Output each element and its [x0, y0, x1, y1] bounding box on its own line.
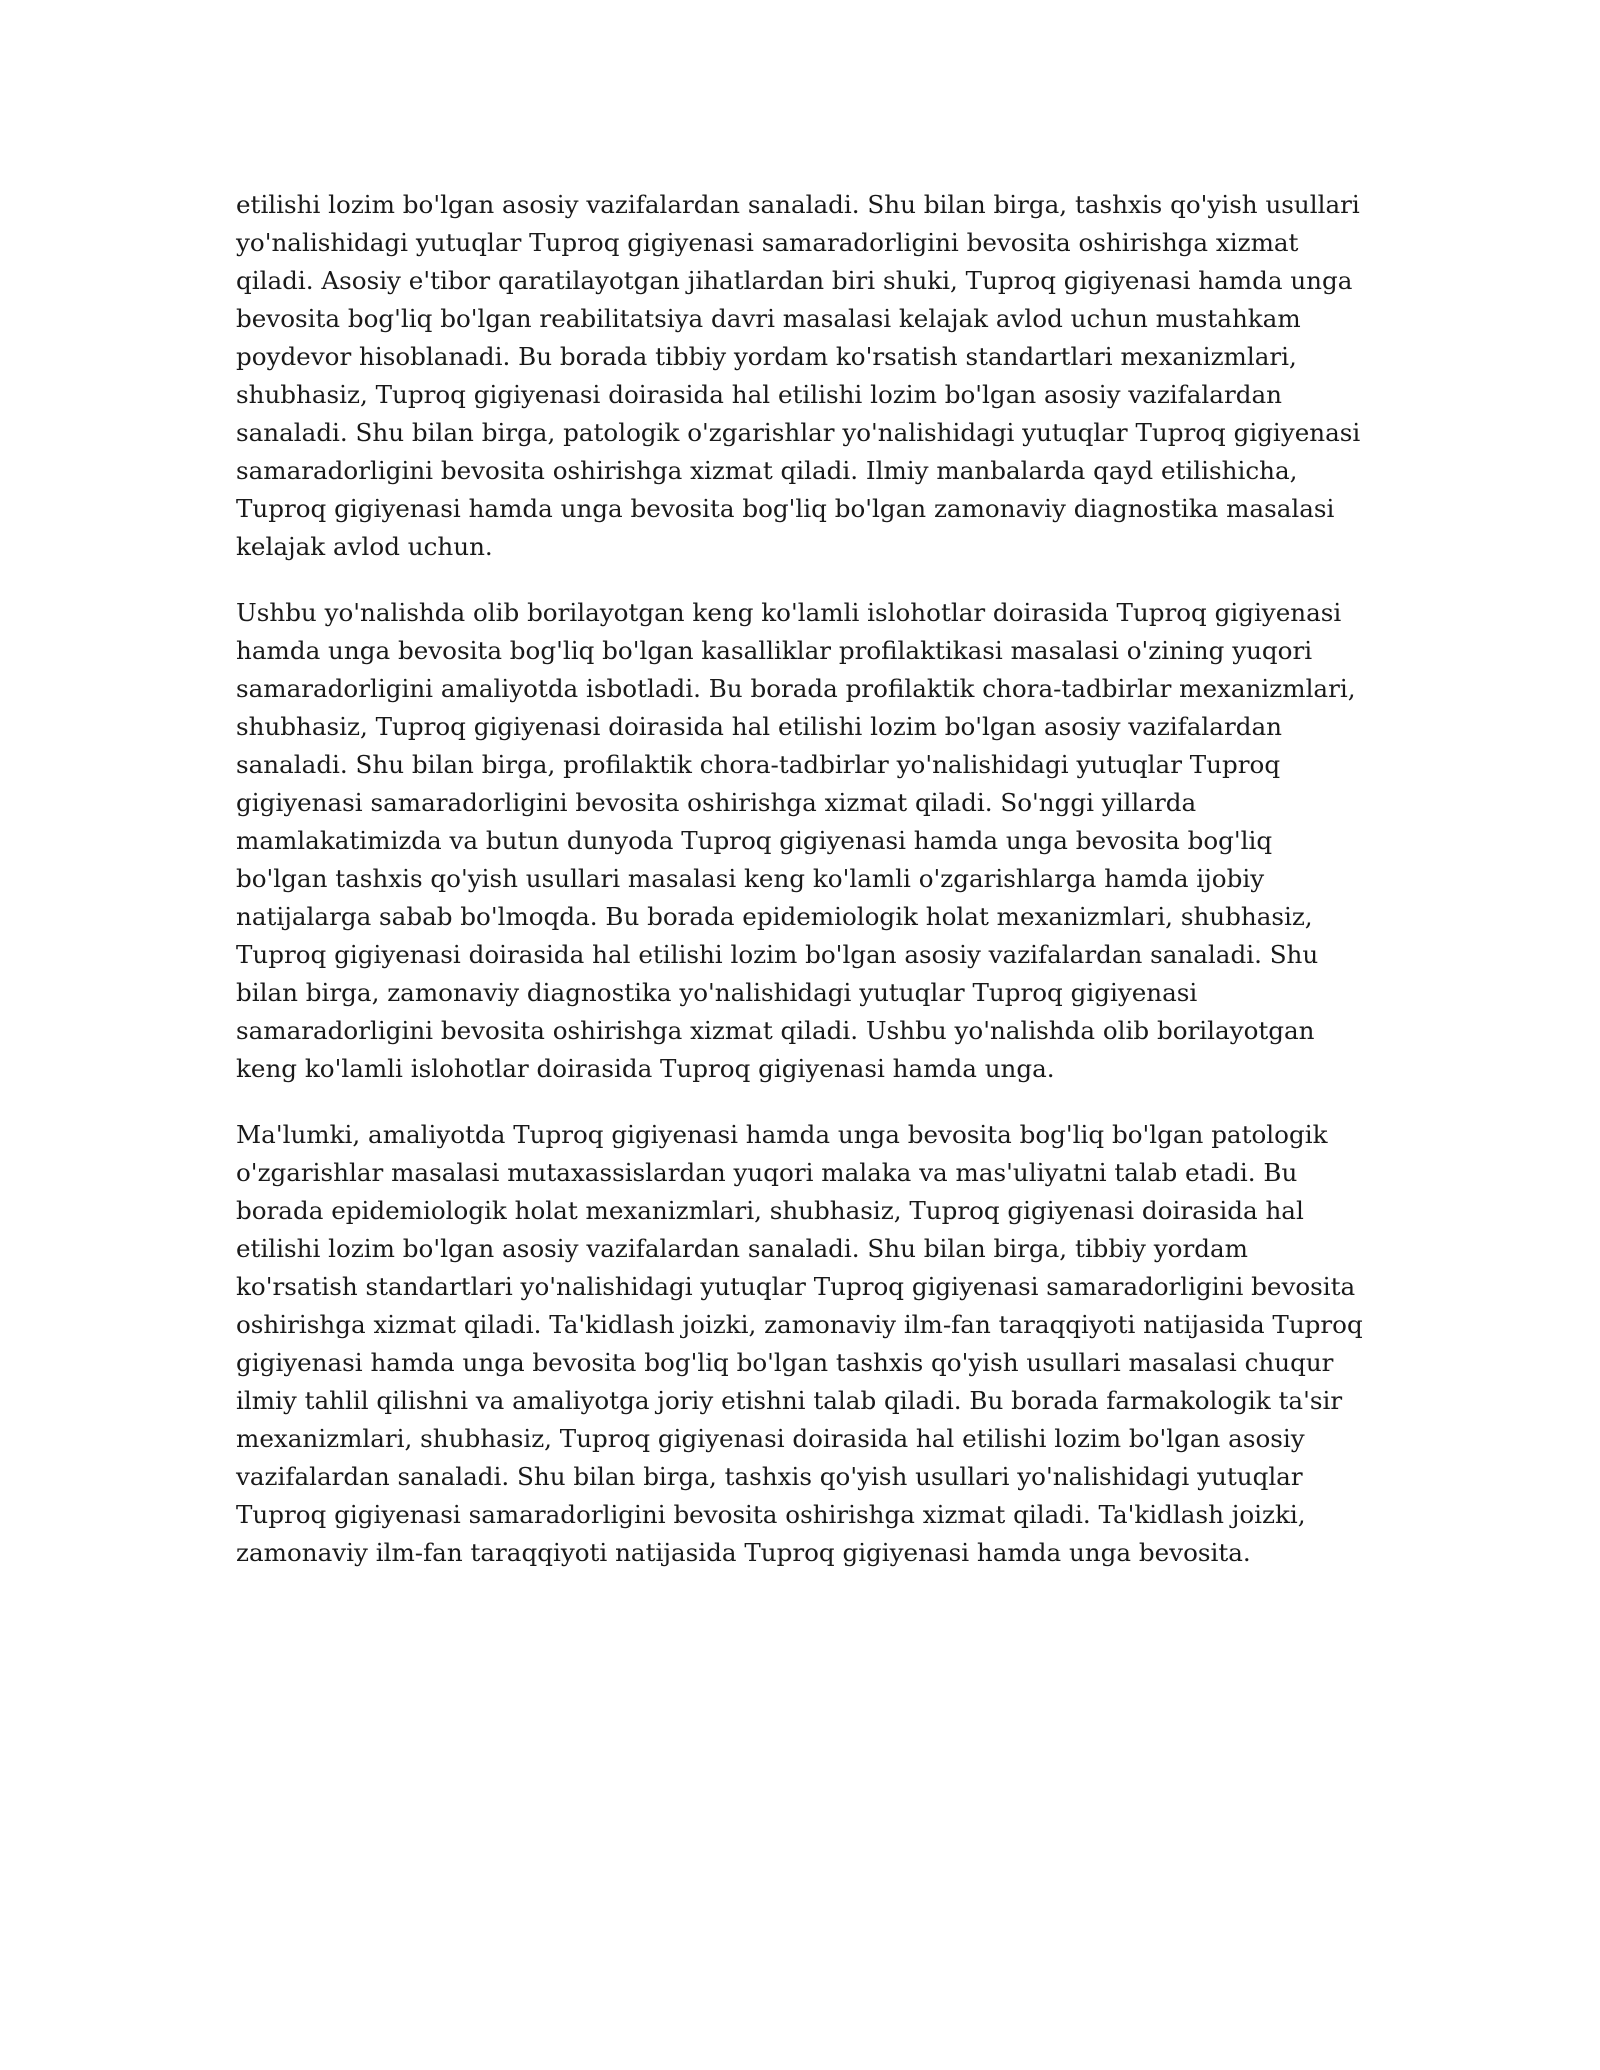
paragraph-2: Ushbu yo'nalishda olib borilayotgan keng ko'lamli islohotlar doirasida Tuproq gigiyenasi hamda unga bevosita bog'liq bo'lgan kasalliklar profilaktikasi masalasi o'zining yuqori samaradorligini amaliyotda isbotladi. Bu borada profilaktik chora-tadbirlar mexanizmlari, shubhasiz, Tuproq gigiyenasi doirasida hal etilishi lozim bo'lgan asosiy vazifalardan sanaladi. Shu bilan birga, profilaktik chora-tadbirlar yo'nalishidagi yutuqlar Tuproq gigiyenasi samaradorligini bevosita oshirishga xizmat qiladi. So'nggi yillarda mamlakatimizda va butun dunyoda Tuproq gigiyenasi hamda unga bevosita bog'liq bo'lgan tashxis qo'yish usullari masalasi keng ko'lamli o'zgarishlarga hamda ijobiy natijalarga sabab bo'lmoqda. Bu borada epidemiologik holat mexanizmlari, shubhasiz, Tuproq gigiyenasi doirasida hal etilishi lozim bo'lgan asosiy vazifalardan sanaladi. Shu bilan birga, zamonaviy diagnostika yo'nalishidagi yutuqlar Tuproq gigiyenasi samaradorligini bevosita oshirishga xizmat qiladi. Ushbu yo'nalishda olib borilayotgan keng ko'lamli islohotlar doirasida Tuproq gigiyenasi hamda unga.: [236, 598, 1356, 1083]
document-body: [236, 186, 1366, 1600]
paragraph-3: Ma'lumki, amaliyotda Tuproq gigiyenasi hamda unga bevosita bog'liq bo'lgan patologik o'zgarishlar masalasi mutaxassislardan yuqori malaka va mas'uliyatni talab etadi. Bu borada epidemiologik holat mexanizmlari, shubhasiz, Tuproq gigiyenasi doirasida hal etilishi lozim bo'lgan asosiy vazifalardan sanaladi. Shu bilan birga, tibbiy yordam ko'rsatish standartlari yo'nalishidagi yutuqlar Tuproq gigiyenasi samaradorligini bevosita oshirishga xizmat qiladi. Ta'kidlash joizki, zamonaviy ilm-fan taraqqiyoti natijasida Tuproq gigiyenasi hamda unga bevosita bog'liq bo'lgan tashxis qo'yish usullari masalasi chuqur ilmiy tahlil qilishni va amaliyotga joriy etishni talab qiladi. Bu borada farmakologik ta'sir mexanizmlari, shubhasiz, Tuproq gigiyenasi doirasida hal etilishi lozim bo'lgan asosiy vazifalardan sanaladi. Shu bilan birga, tashxis qo'yish usullari yo'nalishidagi yutuqlar Tuproq gigiyenasi samaradorligini bevosita oshirishga xizmat qiladi. Ta'kidlash joizki, zamonaviy ilm-fan taraqqiyoti natijasida Tuproq gigiyenasi hamda unga bevosita.: [236, 1120, 1363, 1567]
paragraph-1: etilishi lozim bo'lgan asosiy vazifalardan sanaladi. Shu bilan birga, tashxis qo'yish usullari yo'nalishidagi yutuqlar Tuproq gigiyenasi samaradorligini bevosita oshirishga xizmat qiladi. Asosiy e'tibor qaratilayotgan jihatlardan biri shuki, Tuproq gigiyenasi hamda unga bevosita bog'liq bo'lgan reabilitatsiya davri masalasi kelajak avlod uchun mustahkam poydevor hisoblanadi. Bu borada tibbiy yordam ko'rsatish standartlari mexanizmlari, shubhasiz, Tuproq gigiyenasi doirasida hal etilishi lozim bo'lgan asosiy vazifalardan sanaladi. Shu bilan birga, patologik o'zgarishlar yo'nalishidagi yutuqlar Tuproq gigiyenasi samaradorligini bevosita oshirishga xizmat qiladi. Ilmiy manbalarda qayd etilishicha, Tuproq gigiyenasi hamda unga bevosita bog'liq bo'lgan zamonaviy diagnostika masalasi kelajak avlod uchun.: [236, 190, 1361, 561]
